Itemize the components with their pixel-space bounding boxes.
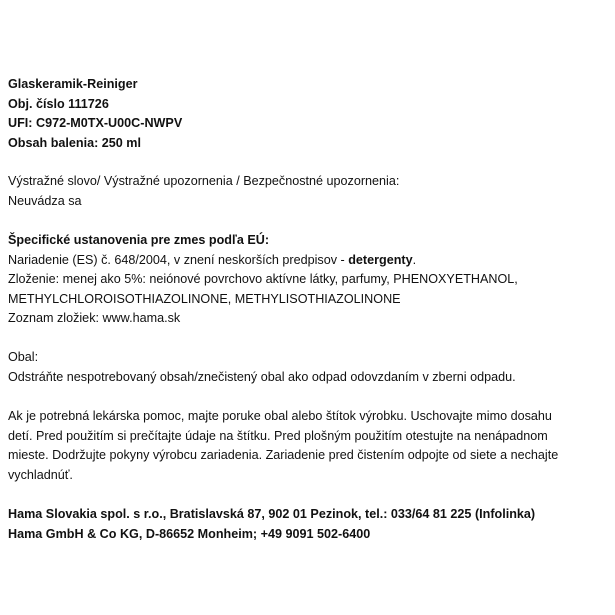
ingredients-list-link: Zoznam zložiek: www.hama.sk (8, 311, 181, 326)
packaging-section (8, 348, 607, 387)
regulation-text: Nariadenie (ES) č. 648/2004, v znení neskorších predpisov - (8, 252, 349, 267)
warnings-heading: Výstražné slovo/ Výstražné upozornenia / Bezpečnostné upozornenia: (8, 174, 400, 188)
precautions-line-4: vychladnúť. (8, 467, 73, 482)
warnings-section (8, 172, 607, 211)
precautions-line-2: detí. Pred použitím si prečítajte údaje na štítku. Pred plošným použitím otestujte na nenápadnom (8, 428, 548, 443)
order-number: Obj. číslo 111726 (8, 96, 109, 111)
package-content: Obsah balenia: 250 ml (8, 135, 141, 150)
manufacturer-line-2: Hama GmbH & Co KG, D-86652 Monheim; +49 9091 502-6400 (8, 526, 371, 541)
manufacturer-section (8, 505, 607, 544)
regulation-period: . (412, 252, 417, 267)
composition-line-1: Zloženie: menej ako 5%: neiónové povrchovo aktívne látky, parfumy, PHENOXYETHANOL, (8, 272, 518, 287)
composition-line-2: METHYLCHLOROISOTHIAZOLINONE, METHYLISOTHIAZOLINONE (8, 291, 401, 306)
regulation-line (8, 251, 607, 271)
specific-provisions-section (8, 231, 607, 329)
manufacturer-line-1: Hama Slovakia spol. s r.o., Bratislavská 87, 902 01 Pezinok, tel.: 033/64 81 225 (Infolinka) (8, 507, 536, 521)
packaging-heading: Obal: (8, 350, 39, 364)
precautions-line-1: Ak je potrebná lekárska pomoc, majte poruke obal alebo štítok výrobku. Uschovajte mimo dosahu (8, 409, 552, 423)
regulation-detergents: detergenty (348, 252, 413, 267)
warnings-value: Neuvádza sa (8, 193, 82, 208)
ufi-code: UFI: C972-M0TX-U00C-NWPV (8, 116, 183, 131)
product-info (8, 75, 607, 153)
precautions-section (8, 407, 607, 485)
specific-provisions-heading: Špecifické ustanovenia pre zmes podľa EÚ: (8, 233, 270, 247)
packaging-text: Odstráňte nespotrebovaný obsah/znečistený obal ako odpad odovzdaním v zberni odpadu. (8, 369, 516, 384)
precautions-line-3: mieste. Dodržujte pokyny výrobcu zariadenia. Zariadenie pred čistením odpojte od siete a nechajte (8, 448, 559, 463)
product-name: Glaskeramik-Reiniger (8, 77, 138, 91)
